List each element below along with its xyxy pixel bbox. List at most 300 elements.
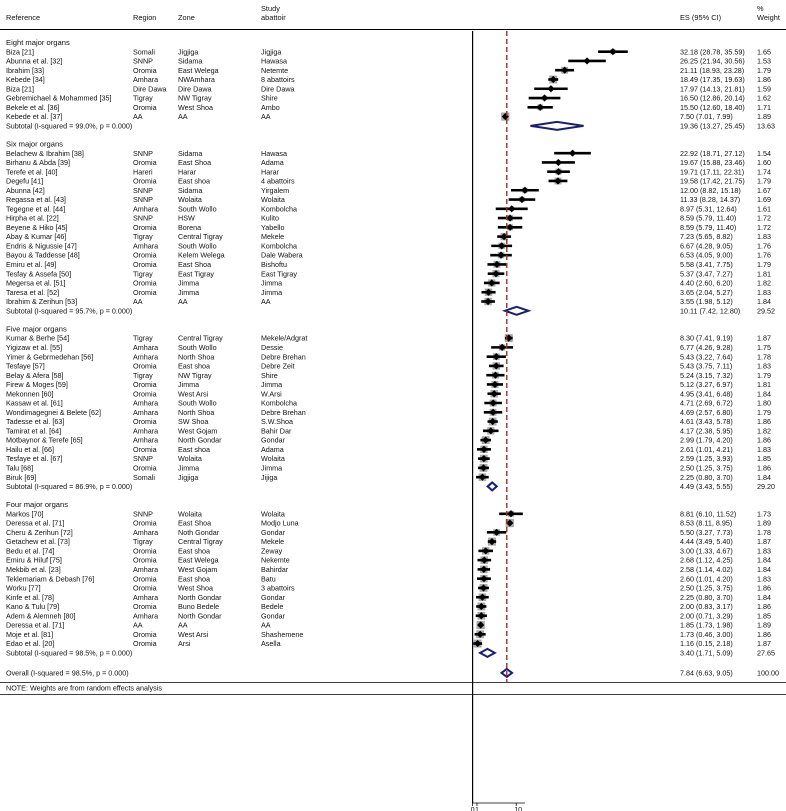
study-es-ci: 2.25 (0.80, 3.70) — [680, 592, 733, 602]
study-abattoir: Dessie — [261, 342, 283, 352]
study-reference: Yigizaw et al. [55] — [6, 342, 63, 352]
study-abattoir: W.Arsi — [261, 389, 282, 399]
study-reference: Belay & Afera [58] — [6, 370, 64, 380]
study-region: Amhara — [133, 352, 159, 362]
study-region: Amhara — [133, 204, 159, 214]
study-weight: 1.81 — [757, 380, 771, 390]
study-region: Amhara — [133, 398, 159, 408]
subtotal-es-ci: 10.11 (7.42, 12.80) — [680, 306, 741, 316]
study-reference: Cheru & Zerihun [72] — [6, 527, 73, 537]
study-region: Oromia — [133, 380, 157, 390]
study-reference: Mekonnen [60] — [6, 389, 54, 399]
study-reference: Biza [21] — [6, 47, 34, 57]
study-zone: South Wollo — [178, 241, 217, 251]
study-region: Oromia — [133, 260, 157, 270]
study-es-ci: 8.53 (8.11, 8.95) — [680, 518, 733, 528]
study-reference: Wondimagegnei & Belete [62] — [6, 407, 101, 417]
study-weight: 1.86 — [757, 417, 771, 427]
study-zone: South Wollo — [178, 398, 217, 408]
study-weight: 1.71 — [757, 102, 771, 112]
study-es-ci: 5.24 (3.15, 7.32) — [680, 370, 733, 380]
study-abattoir: 4 abattoirs — [261, 176, 295, 186]
study-zone: North Shoa — [178, 352, 215, 362]
study-es-ci: 8.59 (5.79, 11.40) — [680, 222, 737, 232]
study-abattoir: Bedele — [261, 602, 284, 612]
point-estimate — [547, 85, 554, 92]
study-es-ci: 7.23 (5.65, 8.82) — [680, 232, 733, 242]
study-abattoir: Debre Brehan — [261, 352, 306, 362]
study-abattoir: AA — [261, 112, 271, 122]
study-reference: Teklemariam & Debash [76] — [6, 574, 95, 584]
study-abattoir: Dire Dawa — [261, 84, 295, 94]
study-abattoir: Hawasa — [261, 148, 287, 158]
study-zone: West Gojam — [178, 564, 218, 574]
study-region: Oromia — [133, 287, 157, 297]
study-reference: Firew & Moges [59] — [6, 380, 68, 390]
study-region: Amhara — [133, 426, 159, 436]
study-reference: Getachew et al. [73] — [6, 537, 70, 547]
study-reference: Birhanu & Abda [39] — [6, 158, 70, 168]
study-reference: Bayou & Taddesse [48] — [6, 250, 80, 260]
column-header-weight-line2: Weight — [757, 13, 780, 22]
study-zone: Jimma — [178, 287, 200, 297]
study-weight: 1.79 — [757, 65, 771, 75]
study-zone: Sidama — [178, 56, 203, 66]
study-weight: 1.82 — [757, 426, 771, 436]
study-reference: Motbaynor & Terefe [65] — [6, 435, 83, 445]
study-reference: Kano & Tulu [79] — [6, 602, 60, 612]
group-label: Five major organs — [6, 324, 67, 334]
study-zone: Sidama — [178, 148, 203, 158]
study-es-ci: 4.61 (3.43, 5.78) — [680, 417, 733, 427]
study-es-ci: 17.97 (14.13, 21.81) — [680, 84, 745, 94]
subtotal-diamond — [488, 482, 497, 490]
overall-weight: 100.00 — [757, 668, 779, 678]
study-zone: Sidama — [178, 185, 203, 195]
study-es-ci: 4.71 (2.69, 6.72) — [680, 398, 733, 408]
study-reference: Kinfe et al. [78] — [6, 592, 54, 602]
point-estimate — [555, 159, 562, 166]
study-weight: 1.83 — [757, 574, 771, 584]
study-reference: Tesfaye [57] — [6, 361, 45, 371]
study-abattoir: Bahir Dar — [261, 426, 292, 436]
study-es-ci: 2.68 (1.12, 4.25) — [680, 555, 733, 565]
group-label: Four major organs — [6, 500, 69, 510]
study-abattoir: Nekemte — [261, 555, 290, 565]
study-reference: Abunna [42] — [6, 185, 45, 195]
study-abattoir: Asella — [261, 639, 281, 649]
study-region: Oromia — [133, 602, 157, 612]
study-zone: South Wollo — [178, 204, 217, 214]
overall-label: Overall (I-squared = 98.5%, p = 0.000) — [6, 668, 129, 678]
study-weight: 1.79 — [757, 407, 771, 417]
x-tick-label: 10 — [514, 805, 523, 811]
study-region: SNNP — [133, 185, 153, 195]
study-region: Oromia — [133, 389, 157, 399]
study-zone: Central Tigray — [178, 333, 223, 343]
study-reference: Deressa et al. [71] — [6, 518, 65, 528]
study-zone: AA — [178, 112, 188, 122]
study-weight: 1.86 — [757, 629, 771, 639]
study-region: Oromia — [133, 574, 157, 584]
study-abattoir: Gondar — [261, 435, 285, 445]
study-region: Tigray — [133, 93, 153, 103]
study-reference: Emiru & Hiluf [75] — [6, 555, 62, 565]
study-abattoir: Modjo Luna — [261, 518, 299, 528]
study-region: Oromia — [133, 518, 157, 528]
study-es-ci: 1.16 (0.15, 2.18) — [680, 639, 733, 649]
study-weight: 1.84 — [757, 592, 771, 602]
study-es-ci: 2.00 (0.83, 3.17) — [680, 602, 733, 612]
study-zone: Jimma — [178, 463, 200, 473]
study-region: Oromia — [133, 65, 157, 75]
study-reference: Tesfay & Assefa [50] — [6, 269, 72, 279]
study-reference: Abunna et al. [32] — [6, 56, 63, 66]
study-region: Oromia — [133, 176, 157, 186]
study-reference: Adem & Alemneh [80] — [6, 611, 76, 621]
study-zone: Noth Gondar — [178, 527, 220, 537]
study-weight: 1.86 — [757, 583, 771, 593]
study-reference: Hailu et al. [66] — [6, 444, 54, 454]
study-reference: Kebede et al. [37] — [6, 112, 63, 122]
study-weight: 1.61 — [757, 204, 771, 214]
study-abattoir: Kulito — [261, 213, 279, 223]
study-abattoir: Dale Wabera — [261, 250, 303, 260]
point-estimate — [583, 57, 590, 64]
study-weight: 1.87 — [757, 537, 771, 547]
study-zone: East shoa — [178, 361, 210, 371]
study-abattoir: Bahirdar — [261, 564, 289, 574]
study-region: AA — [133, 297, 143, 307]
x-tick-label: 1 — [474, 805, 479, 811]
study-weight: 1.60 — [757, 158, 771, 168]
study-reference: Ibrahim & Zerihun [53] — [6, 297, 78, 307]
study-zone: West Arsi — [178, 389, 209, 399]
study-weight: 1.54 — [757, 148, 771, 158]
study-es-ci: 19.71 (17.11, 22.31) — [680, 167, 745, 177]
study-abattoir: 3 abattoirs — [261, 583, 295, 593]
study-reference: Terefe et al. [40] — [6, 167, 58, 177]
study-region: Amhara — [133, 592, 159, 602]
study-abattoir: Gondar — [261, 611, 285, 621]
column-header-weight-line1: % — [757, 4, 764, 13]
study-region: Oromia — [133, 639, 157, 649]
study-weight: 1.86 — [757, 435, 771, 445]
study-weight: 1.72 — [757, 213, 771, 223]
study-reference: Moje et al. [81] — [6, 629, 54, 639]
study-reference: Kebede [34] — [6, 75, 45, 85]
study-region: Amhara — [133, 241, 159, 251]
study-es-ci: 3.00 (1.33, 4.67) — [680, 546, 733, 556]
study-es-ci: 16.50 (12.86, 20.14) — [680, 93, 745, 103]
study-weight: 1.85 — [757, 454, 771, 464]
study-zone: Harar — [178, 167, 196, 177]
study-weight: 1.83 — [757, 232, 771, 242]
study-weight: 1.76 — [757, 241, 771, 251]
study-es-ci: 12.00 (8.82, 15.18) — [680, 185, 741, 195]
study-weight: 1.86 — [757, 602, 771, 612]
study-weight: 1.79 — [757, 260, 771, 270]
study-region: Amhara — [133, 611, 159, 621]
study-es-ci: 2.99 (1.79, 4.20) — [680, 435, 733, 445]
study-es-ci: 5.37 (3.47, 7.27) — [680, 269, 733, 279]
study-weight: 1.53 — [757, 56, 771, 66]
study-es-ci: 8.30 (7.41, 9.19) — [680, 333, 733, 343]
study-region: Oromia — [133, 629, 157, 639]
subtotal-weight: 13.63 — [757, 121, 775, 131]
study-zone: North Gondar — [178, 435, 222, 445]
study-zone: Central Tigray — [178, 232, 223, 242]
study-weight: 1.65 — [757, 47, 771, 57]
study-zone: Buno Bedele — [178, 602, 220, 612]
study-region: SNNP — [133, 213, 153, 223]
study-weight: 1.62 — [757, 93, 771, 103]
study-zone: West Gojam — [178, 426, 218, 436]
study-es-ci: 3.65 (2.04, 5.27) — [680, 287, 733, 297]
study-es-ci: 3.55 (1.98, 5.12) — [680, 297, 733, 307]
study-zone: Jigjiga — [178, 47, 199, 57]
study-zone: HSW — [178, 213, 195, 223]
study-es-ci: 2.60 (1.01, 4.20) — [680, 574, 733, 584]
study-region: Tigray — [133, 333, 153, 343]
study-region: Amhara — [133, 564, 159, 574]
study-region: Oromia — [133, 417, 157, 427]
study-abattoir: Jimma — [261, 463, 283, 473]
study-es-ci: 11.33 (8.28, 14.37) — [680, 195, 741, 205]
study-weight: 1.75 — [757, 342, 771, 352]
subtotal-label: Subtotal (I-squared = 86.9%, p = 0.000) — [6, 482, 133, 492]
column-header-reference: Reference — [6, 13, 41, 22]
study-es-ci: 6.67 (4.28, 9.05) — [680, 241, 733, 251]
subtotal-label: Subtotal (I-squared = 99.0%, p = 0.000) — [6, 121, 133, 131]
study-zone: East shoa — [178, 574, 210, 584]
study-zone: SW Shoa — [178, 417, 209, 427]
study-abattoir: Mekele — [261, 232, 285, 242]
study-zone: Dire Dawa — [178, 84, 212, 94]
study-region: SNNP — [133, 148, 153, 158]
study-zone: West Shoa — [178, 102, 214, 112]
study-abattoir: Shire — [261, 93, 278, 103]
study-region: Amhara — [133, 527, 159, 537]
study-es-ci: 22.92 (18.71, 27.12) — [680, 148, 745, 158]
study-abattoir: Gondar — [261, 527, 285, 537]
study-region: Amhara — [133, 407, 159, 417]
study-reference: Abay & Kumar [46] — [6, 232, 67, 242]
study-es-ci: 4.95 (3.41, 6.48) — [680, 389, 733, 399]
study-region: Oromia — [133, 546, 157, 556]
study-abattoir: Jigjiga — [261, 47, 282, 57]
column-header-abattoir-line1: Study — [261, 4, 280, 13]
study-zone: Kelem Welega — [178, 250, 225, 260]
study-abattoir: Zeway — [261, 546, 283, 556]
study-weight: 1.78 — [757, 527, 771, 537]
column-header-region: Region — [133, 13, 157, 22]
study-abattoir: Shire — [261, 370, 278, 380]
study-reference: Ibrahim [33] — [6, 65, 44, 75]
study-reference: Edao et al. [20] — [6, 639, 55, 649]
study-reference: Tesfaye et al. [67] — [6, 454, 63, 464]
study-reference: Tadesse et al. [63] — [6, 417, 65, 427]
study-reference: Talu [68] — [6, 463, 34, 473]
study-es-ci: 6.53 (4.05, 9.00) — [680, 250, 733, 260]
study-es-ci: 8.97 (5.31, 12.64) — [680, 204, 737, 214]
study-abattoir: Hawasa — [261, 56, 287, 66]
point-estimate — [541, 94, 548, 101]
study-region: Amhara — [133, 75, 159, 85]
study-abattoir: Jimma — [261, 287, 283, 297]
study-es-ci: 2.58 (1.14, 4.02) — [680, 564, 733, 574]
study-abattoir: Adama — [261, 158, 284, 168]
footnote: NOTE: Weights are from random effects analysis — [6, 683, 162, 693]
study-zone: Central Tigray — [178, 537, 223, 547]
study-zone: East Shoa — [178, 260, 212, 270]
study-es-ci: 26.25 (21.94, 30.56) — [680, 56, 745, 66]
study-region: Oromia — [133, 222, 157, 232]
study-abattoir: Jimma — [261, 278, 283, 288]
subtotal-diamond — [480, 649, 495, 657]
point-estimate — [508, 205, 515, 212]
study-abattoir: Adama — [261, 444, 284, 454]
study-es-ci: 2.61 (1.01, 4.21) — [680, 444, 733, 454]
study-es-ci: 15.50 (12.60, 18.40) — [680, 102, 745, 112]
study-weight: 1.89 — [757, 112, 771, 122]
study-region: Oromia — [133, 278, 157, 288]
study-zone: NW Tigray — [178, 370, 212, 380]
study-region: AA — [133, 112, 143, 122]
study-es-ci: 6.77 (4.26, 9.28) — [680, 342, 733, 352]
study-region: Oromia — [133, 444, 157, 454]
study-zone: North Shoa — [178, 407, 215, 417]
study-abattoir: Shashemene — [261, 629, 304, 639]
study-region: Tigray — [133, 269, 153, 279]
overall-es-ci: 7.84 (6.63, 9.05) — [680, 668, 733, 678]
study-region: SNNP — [133, 56, 153, 66]
study-abattoir: Debre Brehan — [261, 407, 306, 417]
study-reference: Biruk [69] — [6, 472, 37, 482]
study-reference: Tamirat et al. [64] — [6, 426, 62, 436]
study-zone: AA — [178, 620, 188, 630]
study-zone: Wolaita — [178, 195, 202, 205]
study-reference: Deressa et al. [71] — [6, 620, 65, 630]
study-es-ci: 1.85 (1.73, 1.98) — [680, 620, 733, 630]
subtotal-weight: 27.65 — [757, 648, 775, 658]
study-weight: 1.80 — [757, 398, 771, 408]
study-weight: 1.82 — [757, 278, 771, 288]
study-zone: East Shoa — [178, 518, 212, 528]
subtotal-label: Subtotal (I-squared = 98.5%, p = 0.000) — [6, 648, 133, 658]
study-zone: Borena — [178, 222, 202, 232]
subtotal-label: Subtotal (I-squared = 95.7%, p = 0.000) — [6, 306, 133, 316]
study-region: SNNP — [133, 195, 153, 205]
study-zone: East shoa — [178, 176, 210, 186]
study-region: Somali — [133, 472, 155, 482]
study-zone: NWAmhara — [178, 75, 215, 85]
study-region: SNNP — [133, 454, 153, 464]
subtotal-weight: 29.20 — [757, 482, 775, 492]
study-region: Tigray — [133, 537, 153, 547]
point-estimate — [569, 150, 576, 157]
study-es-ci: 21.11 (18.93, 23.28) — [680, 65, 745, 75]
study-zone: North Gondar — [178, 611, 222, 621]
study-reference: Yimer & Gebrmedehan [56] — [6, 352, 94, 362]
study-weight: 1.85 — [757, 611, 771, 621]
study-es-ci: 4.44 (3.49, 5.40) — [680, 537, 733, 547]
study-weight: 1.79 — [757, 370, 771, 380]
study-weight: 1.84 — [757, 555, 771, 565]
study-zone: AA — [178, 297, 188, 307]
study-abattoir: Harar — [261, 167, 279, 177]
study-weight: 1.87 — [757, 639, 771, 649]
study-region: Amhara — [133, 435, 159, 445]
study-es-ci: 4.40 (2.60, 6.20) — [680, 278, 733, 288]
study-es-ci: 2.25 (0.80, 3.70) — [680, 472, 733, 482]
study-zone: West Arsi — [178, 629, 209, 639]
study-weight: 1.83 — [757, 287, 771, 297]
study-es-ci: 2.50 (1.25, 3.75) — [680, 583, 733, 593]
study-reference: Taresa et al. [52] — [6, 287, 60, 297]
study-abattoir: Wolaita — [261, 454, 285, 464]
study-reference: Kassaw et al. [61] — [6, 398, 63, 408]
study-region: Oromia — [133, 158, 157, 168]
study-zone: East Tigray — [178, 269, 214, 279]
study-reference: Emiru et al. [49] — [6, 260, 57, 270]
study-reference: Beyene & Hiko [45] — [6, 222, 68, 232]
study-zone: North Gondar — [178, 592, 222, 602]
study-reference: Bedu et al. [74] — [6, 546, 55, 556]
study-zone: East Welega — [178, 555, 219, 565]
study-zone: Wolaita — [178, 454, 202, 464]
study-es-ci: 5.12 (3.27, 6.97) — [680, 380, 733, 390]
study-es-ci: 2.59 (1.25, 3.93) — [680, 454, 733, 464]
study-abattoir: Yabello — [261, 222, 285, 232]
study-es-ci: 32.18 (28.78, 35.59) — [680, 47, 745, 57]
study-reference: Endris & Nigussie [47] — [6, 241, 77, 251]
study-es-ci: 18.49 (17.35, 19.63) — [680, 75, 745, 85]
study-reference: Worku [77] — [6, 583, 41, 593]
study-reference: Markos [70] — [6, 509, 44, 519]
study-weight: 1.83 — [757, 546, 771, 556]
study-region: Oromia — [133, 463, 157, 473]
study-es-ci: 19.58 (17.42, 21.75) — [680, 176, 745, 186]
study-zone: East Shoa — [178, 158, 212, 168]
study-weight: 1.76 — [757, 250, 771, 260]
study-es-ci: 2.00 (0.71, 3.29) — [680, 611, 733, 621]
study-abattoir: Yirgalem — [261, 185, 290, 195]
study-weight: 1.83 — [757, 444, 771, 454]
study-zone: Jigjiga — [178, 472, 199, 482]
x-tick-label: 0 — [470, 805, 475, 811]
study-weight: 1.78 — [757, 352, 771, 362]
study-weight: 1.59 — [757, 84, 771, 94]
study-zone: East Welega — [178, 65, 219, 75]
study-weight: 1.83 — [757, 361, 771, 371]
column-header-es: ES (95% CI) — [680, 13, 722, 22]
study-abattoir: AA — [261, 620, 271, 630]
study-abattoir: Wolaita — [261, 195, 285, 205]
study-abattoir: Netemte — [261, 65, 289, 75]
study-reference: Biza [21] — [6, 84, 34, 94]
study-region: Oromia — [133, 555, 157, 565]
study-region: Oromia — [133, 102, 157, 112]
study-weight: 1.67 — [757, 185, 771, 195]
column-header-zone: Zone — [178, 13, 195, 22]
study-zone: Jimma — [178, 380, 200, 390]
study-weight: 1.72 — [757, 222, 771, 232]
study-reference: Megersa et al. [51] — [6, 278, 66, 288]
study-reference: Bekele et al. [36] — [6, 102, 60, 112]
study-region: AA — [133, 620, 143, 630]
study-weight: 1.84 — [757, 564, 771, 574]
